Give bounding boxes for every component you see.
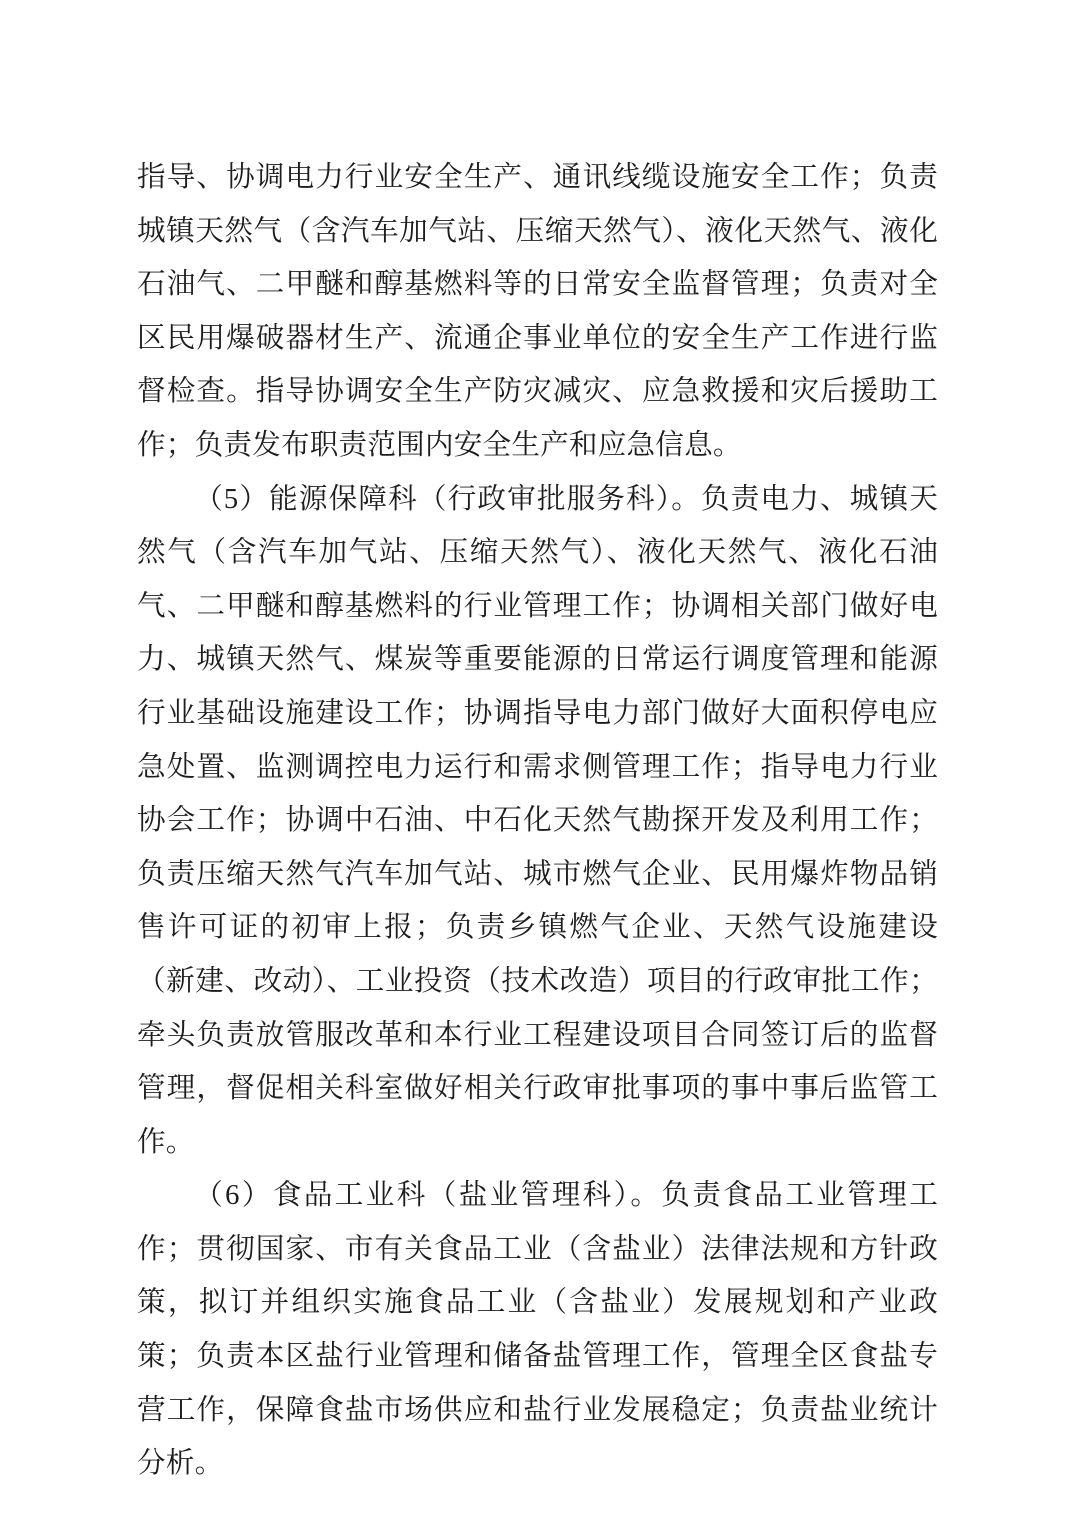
document-body-text: [137, 151, 938, 1491]
paragraph-item-5-energy-support-section: （5）能源保障科（行政审批服务科）。负责电力、城镇天然气（含汽车加气站、压缩天然气）、液化天然气、液化石油气、二甲醚和醇基燃料的行业管理工作；协调相关部门做好电力、城镇天然气、煤炭等重要能源的日常运行调度管理和能源行业基础设施建设工作；协调指导电力部门做好大面积停电应急处置、监测调控电力运行和需求侧管理工作；指导电力行业协会工作；协调中石油、中石化天然气勘探开发及利用工作；负责压缩天然气汽车加气站、城市燃气企业、民用爆炸物品销售许可证的初审上报；负责乡镇燃气企业、天然气设施建设（新建、改动）、工业投资（技术改造）项目的行政审批工作；牵头负责放管服改革和本行业工程建设项目合同签订后的监督管理，督促相关科室做好相关行政审批事项的事中事后监管工作。: [137, 483, 938, 1158]
paragraph-continuation: 指导、协调电力行业安全生产、通讯线缆设施安全工作；负责城镇天然气（含汽车加气站、压缩天然气）、液化天然气、液化石油气、二甲醚和醇基燃料等的日常安全监督管理；负责对全区民用爆破器材生产、流通企事业单位的安全生产工作进行监督检查。指导协调安全生产防灾减灾、应急救援和灾后援助工作；负责发布职责范围内安全生产和应急信息。: [137, 162, 938, 461]
paragraph-item-6-food-industry-section: （6）食品工业科（盐业管理科）。负责食品工业管理工作；贯彻国家、市有关食品工业（含盐业）法律法规和方针政策，拟订并组织实施食品工业（含盐业）发展规划和产业政策；负责本区盐行业管理和储备盐管理工作，管理全区食盐专营工作，保障食盐市场供应和盐行业发展稳定；负责盐业统计分析。: [137, 1180, 938, 1480]
